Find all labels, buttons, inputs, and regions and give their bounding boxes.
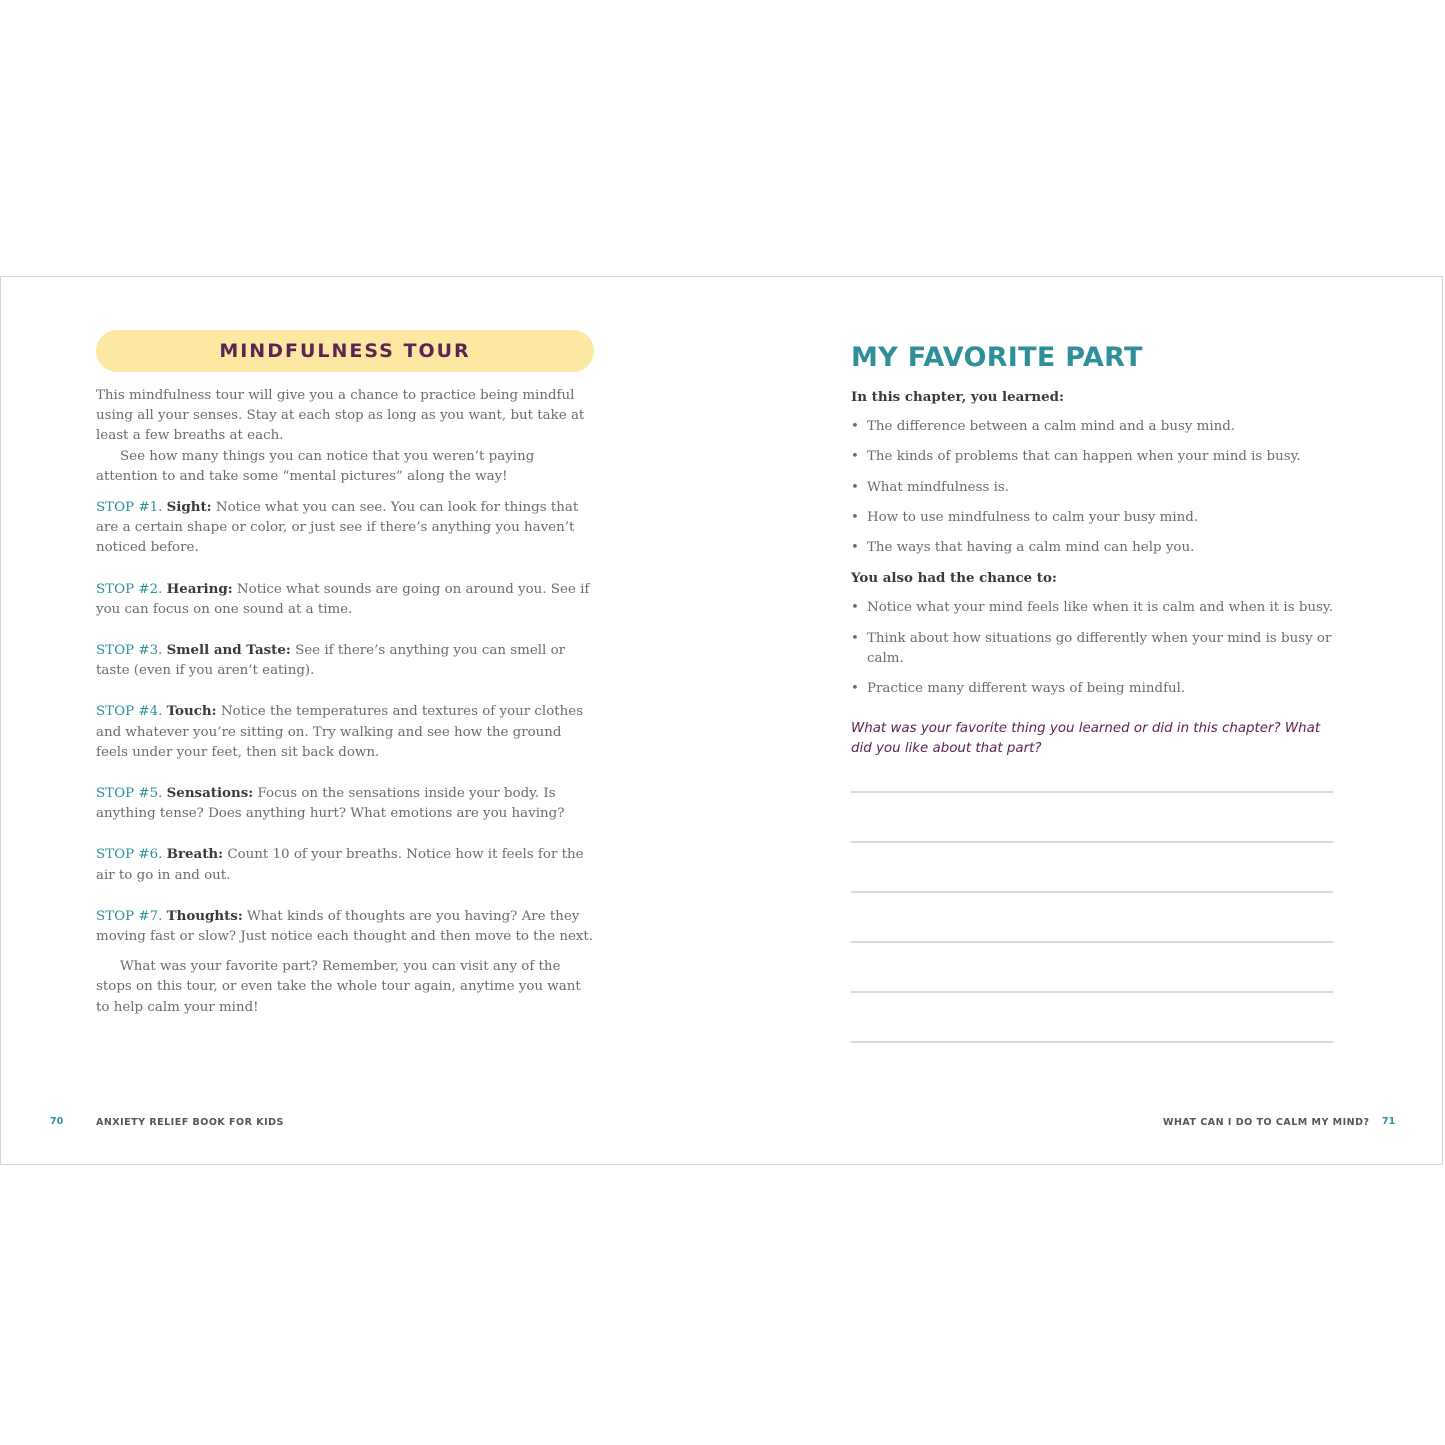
- left-page-body: [96, 386, 596, 1018]
- banner-title: MINDFULNESS TOUR: [219, 340, 471, 362]
- list-item: • Notice what your mind feels like when it is calm and when it is busy.: [851, 598, 1336, 618]
- page-number-left: 70: [50, 1116, 64, 1127]
- stop-4: [96, 701, 596, 763]
- page-number-right: 71: [1382, 1116, 1396, 1127]
- stop-text: Notice what you can see. You can look for things that are a certain shape or color, or just see if there’s anything you haven’t noticed before.: [96, 500, 579, 556]
- stop-5: [96, 783, 596, 824]
- writing-lines[interactable]: [851, 791, 1333, 1091]
- stop-6: [96, 844, 596, 885]
- writing-line[interactable]: [851, 791, 1333, 793]
- writing-line[interactable]: [851, 891, 1333, 893]
- running-head-left: ANXIETY RELIEF BOOK FOR KIDS: [96, 1117, 284, 1128]
- stop-name: Sensations:: [166, 785, 254, 802]
- learned-list: [851, 417, 1336, 558]
- chance-lead: You also had the chance to:: [851, 570, 1057, 587]
- stop-name: Hearing:: [166, 580, 233, 597]
- stop-text: Count 10 of your breaths. Notice how it feels for the air to go in and out.: [96, 847, 584, 883]
- stop-number: STOP #2.: [96, 581, 163, 597]
- stop-3: [96, 640, 596, 681]
- stop-name: Thoughts:: [166, 907, 243, 924]
- list-item: • What mindfulness is.: [851, 478, 1336, 498]
- section-banner: [96, 330, 594, 372]
- list-item: • The difference between a calm mind and a busy mind.: [851, 417, 1336, 437]
- list-item: • Practice many different ways of being mindful.: [851, 679, 1336, 699]
- stop-name: Touch:: [166, 703, 217, 720]
- intro-paragraph: This mindfulness tour will give you a chance to practice being mindful using all your senses. Stay at each stop as long as you want, but take at least a few breaths at each.: [96, 388, 585, 444]
- writing-line[interactable]: [851, 841, 1333, 843]
- stop-text: What kinds of thoughts are you having? Are they moving fast or slow? Just notice each thought and then move to the next.: [96, 908, 594, 945]
- list-item: • Think about how situations go differently when your mind is busy or calm.: [851, 629, 1336, 669]
- stop-text: Notice the temperatures and textures of your clothes and whatever you’re sitting on. Try walking and see how the ground feels under your feet, then sit back down.: [96, 704, 584, 760]
- intro-paragraph-2: See how many things you can notice that you weren’t paying attention to and take some “mental pictures” along the way!: [96, 448, 535, 484]
- stop-7: [96, 906, 596, 947]
- stop-number: STOP #3.: [96, 643, 163, 659]
- stop-name: Breath:: [166, 846, 224, 863]
- stop-number: STOP #5.: [96, 786, 163, 802]
- running-head-right: WHAT CAN I DO TO CALM MY MIND?: [1163, 1117, 1370, 1128]
- stop-1: [96, 497, 596, 559]
- stop-number: STOP #4.: [96, 704, 163, 720]
- stop-name: Sight:: [166, 499, 212, 516]
- writing-line[interactable]: [851, 941, 1333, 943]
- stop-number: STOP #1.: [96, 500, 163, 516]
- stop-text: Focus on the sensations inside your body. Is anything tense? Does anything hurt? What emotions are you having?: [96, 786, 565, 822]
- stop-name: Smell and Taste:: [166, 642, 291, 659]
- list-item: • How to use mindfulness to calm your busy mind.: [851, 508, 1336, 528]
- right-page: [723, 277, 1444, 1164]
- chance-list: [851, 598, 1336, 699]
- book-spread: [0, 276, 1443, 1165]
- list-item: • The kinds of problems that can happen when your mind is busy.: [851, 447, 1336, 467]
- writing-line[interactable]: [851, 1041, 1333, 1043]
- stop-number: STOP #7.: [96, 908, 163, 924]
- page-title: MY FAVORITE PART: [851, 342, 1143, 373]
- list-item: • The ways that having a calm mind can help you.: [851, 538, 1336, 558]
- stop-2: [96, 579, 596, 620]
- right-page-body: [851, 387, 1336, 773]
- stop-text: Notice what sounds are going on around you. See if you can focus on one sound at a time.: [96, 581, 590, 617]
- reflection-question: What was your favorite thing you learned or did in this chapter? What did you like about that part?: [851, 721, 1321, 757]
- closing-paragraph: What was your favorite part? Remember, you can visit any of the stops on this tour, or even take the whole tour again, anytime you want to help calm your mind!: [96, 959, 581, 1015]
- learned-lead: In this chapter, you learned:: [851, 389, 1064, 405]
- stop-number: STOP #6.: [96, 847, 163, 863]
- left-page: [1, 277, 723, 1164]
- writing-line[interactable]: [851, 991, 1333, 993]
- stop-text: See if there’s anything you can smell or taste (even if you aren’t eating).: [96, 643, 566, 679]
